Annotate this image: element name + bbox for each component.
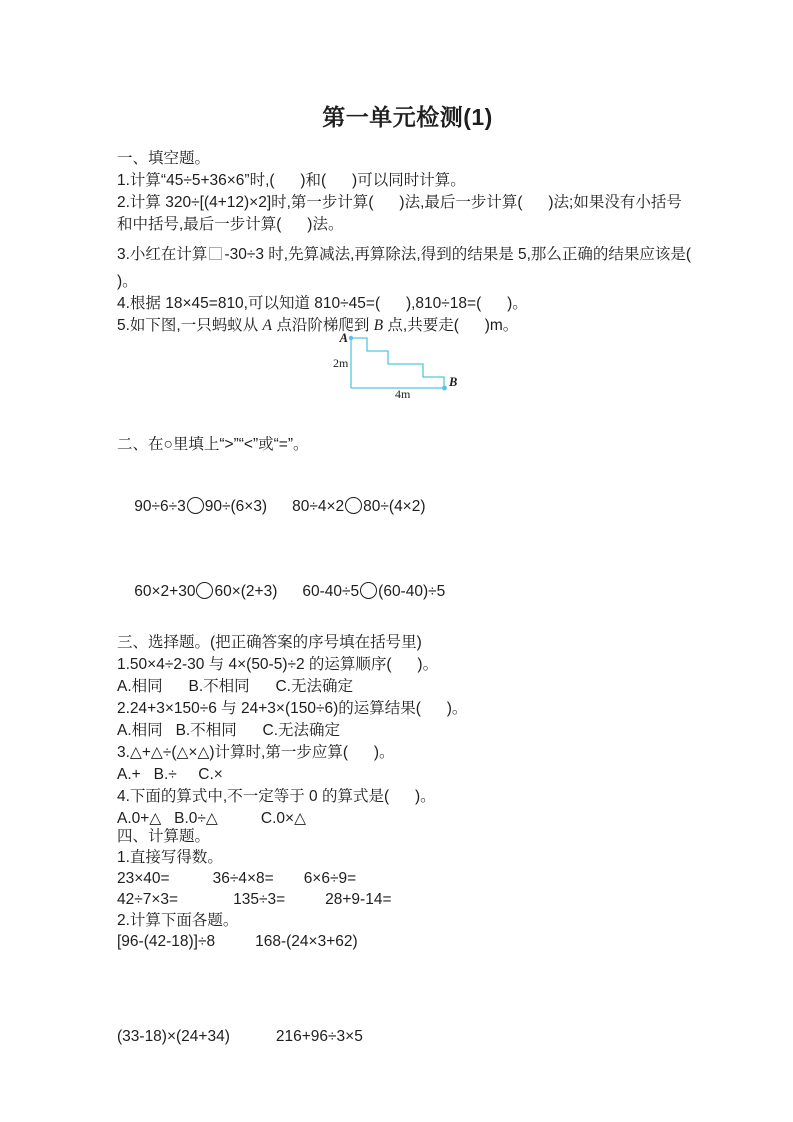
section4-heading: 四、计算题。 [117, 828, 211, 845]
choice-q1: 1.50×4÷2-30 与 4×(50-5)÷2 的运算顺序( )。 [117, 656, 439, 673]
blank-square-icon [209, 247, 222, 260]
figure-label-a: A [339, 331, 348, 345]
choice-q1-options: A.相同 B.不相同 C.无法确定 [117, 678, 353, 695]
fill-q3-text-after: -30÷3 时,先算减法,再算除法,得到的结果是 5,那么正确的结果应该是( [224, 246, 692, 263]
fill-q5-text3: 点,共要走( )m。 [383, 317, 519, 334]
calc-sub2: 2.计算下面各题。 [117, 912, 239, 929]
point-a-dot [349, 336, 353, 340]
compare-left: 60×2+30 [134, 583, 196, 600]
figure-width-label: 4m [395, 387, 411, 401]
calc-expression: 216+96÷3×5 [275, 1028, 363, 1045]
calc-expression: [96-(42-18)]÷8 [117, 933, 216, 950]
compare-right: 60×(2+3) [214, 583, 278, 600]
calc-sub1: 1.直接写得数。 [117, 849, 223, 866]
figure-label-b: B [449, 375, 458, 389]
compare-left: 90÷6÷3 [134, 498, 186, 515]
fill-q2-line2: 和中括号,最后一步计算( )法。 [117, 216, 344, 233]
section1-heading: 一、填空题。 [117, 150, 211, 167]
staircase-svg [331, 331, 463, 405]
compare-circle [196, 582, 213, 599]
fill-q3-line2: )。 [117, 273, 138, 290]
fill-q3-text-before: 3.小红在计算 [117, 246, 208, 263]
choice-q2: 2.24+3×150÷6 与 24+3×(150÷6)的运算结果( )。 [117, 700, 468, 717]
calc-expression: 23×40= [117, 870, 170, 887]
staircase-figure [331, 331, 698, 405]
fill-q5-text1: 5.如下图,一只蚂蚁从 [117, 317, 263, 334]
calc-row-2 [117, 889, 698, 910]
compare-right: (60-40)÷5 [378, 583, 446, 600]
calc-row-3 [117, 931, 698, 952]
calc-expression: (33-18)×(24+34) [117, 1028, 230, 1045]
page-title: 第一单元检测(1) [322, 104, 493, 130]
choice-q2-options: A.相同 B.不相同 C.无法确定 [117, 722, 341, 739]
compare-circle [360, 582, 377, 599]
calc-expression: 36÷4×8= [212, 870, 274, 887]
compare-left: 80÷4×2 [292, 498, 345, 515]
compare-circle [187, 497, 204, 514]
section4 [117, 826, 698, 1047]
calc-expression: 42÷7×3= [117, 891, 179, 908]
point-b-dot [442, 386, 447, 391]
calc-expression: 168-(24×3+62) [255, 933, 358, 950]
calc-row-4 [117, 1026, 698, 1047]
compare-expression [134, 498, 267, 515]
fill-q5-text2: 点沿阶梯爬到 [272, 317, 374, 334]
compare-right: 80÷(4×2) [363, 498, 426, 515]
fill-q3 [117, 244, 698, 266]
choice-q4-options: A.0+△ B.0÷△ C.0×△ [117, 810, 307, 827]
choice-q3-options: A.+ B.÷ C.× [117, 766, 223, 783]
compare-circle [345, 497, 362, 514]
compare-row-1 [117, 474, 698, 540]
calc-expression: 6×6÷9= [303, 870, 357, 887]
figure-height-label: 2m [333, 356, 349, 370]
point-b-variable: B [373, 317, 384, 334]
compare-expression [302, 583, 445, 600]
fill-q1: 1.计算“45÷5+36×6”时,( )和( )可以同时计算。 [117, 172, 466, 189]
compare-row-2 [117, 559, 698, 625]
calc-expression: 28+9-14= [325, 891, 392, 908]
section2-heading: 二、在○里填上“>”“<”或“=”。 [117, 436, 309, 453]
compare-left: 60-40÷5 [302, 583, 360, 600]
choice-q3: 3.△+△÷(△×△)计算时,第一步应算( )。 [117, 744, 395, 761]
fill-q2-line1: 2.计算 320÷[(4+12)×2]时,第一步计算( )法,最后一步计算( )法;如果没有小括号 [117, 194, 682, 211]
calc-expression: 135÷3= [233, 891, 286, 908]
compare-expression [134, 583, 277, 600]
calc-row-1 [117, 868, 698, 889]
figure-staircase-path [351, 338, 444, 388]
fill-q4: 4.根据 18×45=810,可以知道 810÷45=( ),810÷18=( )。 [117, 295, 528, 312]
choice-q4: 4.下面的算式中,不一定等于 0 的算式是( )。 [117, 788, 436, 805]
compare-expression [292, 498, 425, 515]
section3-heading: 三、选择题。(把正确答案的序号填在括号里) [117, 634, 422, 651]
compare-right: 90÷(6×3) [204, 498, 268, 515]
point-a-variable: A [262, 317, 273, 334]
